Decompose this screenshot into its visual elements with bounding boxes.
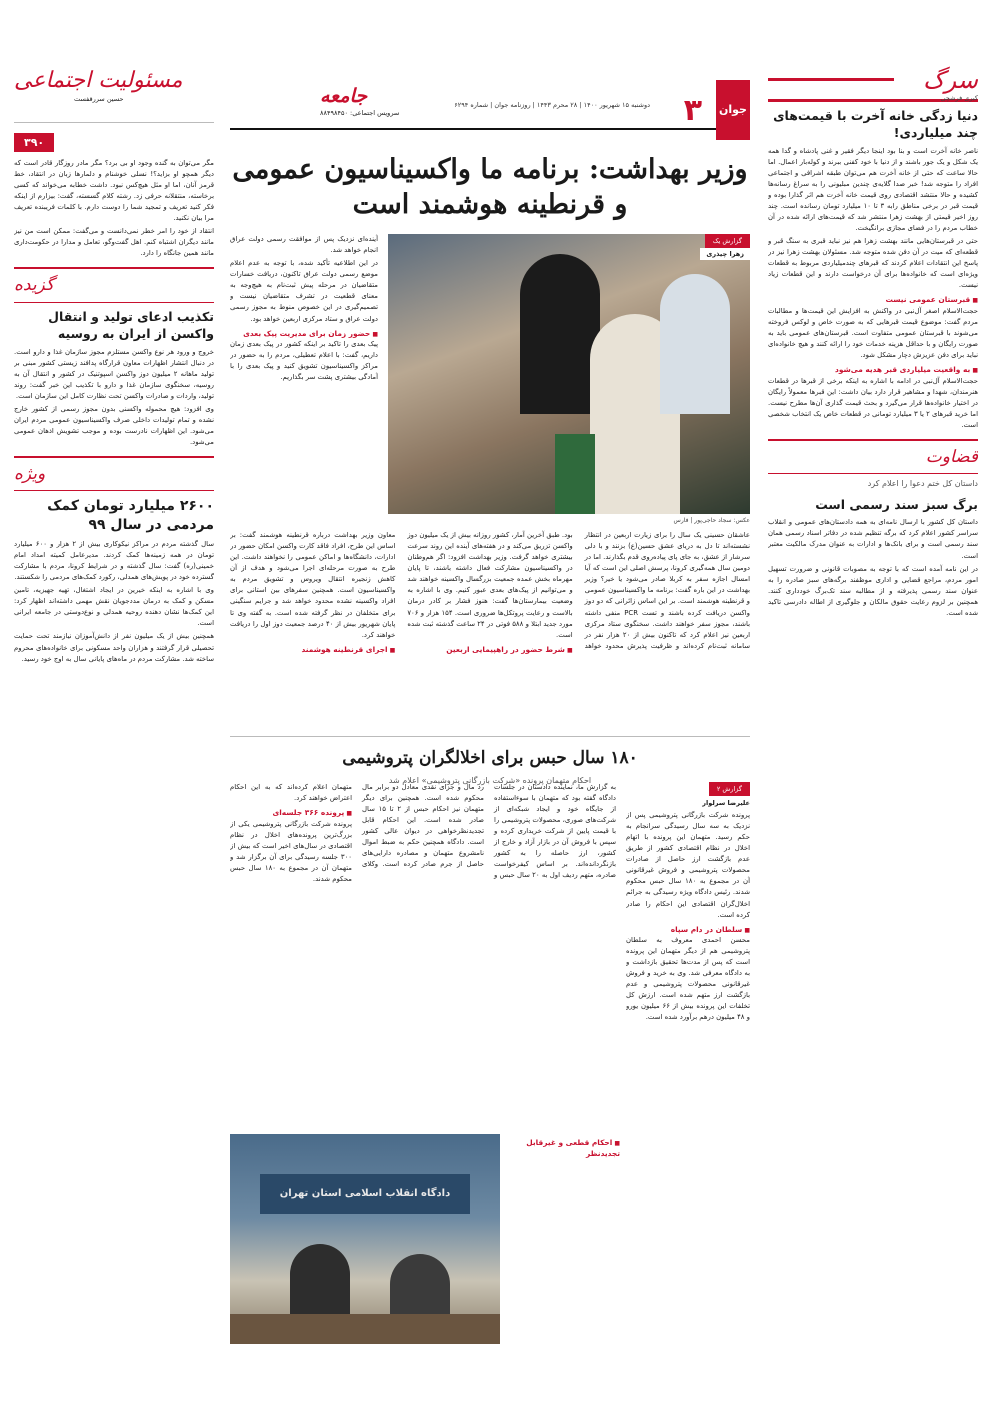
second-subhead: ■ احکام قطعی و غیرقابل تجدیدنظر [508, 1137, 620, 1160]
report-tag: گزارش یک [705, 234, 750, 248]
left-section3-title: ۲۶۰۰ میلیارد تومان کمک مردمی در سال ۹۹ [47, 498, 214, 534]
page-number: ۳ [683, 93, 702, 128]
lead-paragraph: عاشقان حسینی یک سال را برای زیارت اربعین در انتظار نشسته‌اند تا دل به دریای عشق حسین(ع) بزنند و با دلی سرشار از عشق، به جای پای پیاده‌روی قدم بگذارند. اما در دومین سال همه‌گیری کرونا، پرسش اصلی این است که آیا امسال اجازه سفر به کربلا صادر می‌شود یا خیر؟ وزیر بهداشت در این باره گفت: برنامه ما واکسیناسیون عمومی و قرنطینه هوشمند است. بر این اساس زائرانی که دو دوز واکسن دریافت کرده باشند و تست PCR منفی داشته باشند، مجوز سفر خواهند داشت. سخنگوی ستاد مرکزی اربعین نیز اعلام کرد که تاکنون بیش از ۲۰ هزار نفر در سامانه ثبت‌نام کرده‌اند و ظرفیت پذیرش محدود خواهد بود. طبق آخرین آمار، کشور روزانه بیش از یک میلیون دوز واکسن تزریق می‌کند و در هفته‌های آینده این روند سرعت بیشتری خواهد گرفت. وزیر بهداشت افزود: اگر هم‌وطنان در واکسیناسیون مشارکت فعال داشته باشند، تا پایان مهرماه بخش عمده جمعیت بزرگسال واکسینه خواهند شد و می‌توانیم از پیک‌های بعدی عبور کنیم. وی با اشاره به وضعیت بیمارستان‌ها گفت: هنوز فشار بر کادر درمان بالاست و رعایت پروتکل‌ها ضروری است. ۱۵۴ هزار و ۷۰۶ مورد جدید ابتلا و ۵۸۸ فوتی در ۲۴ ساعت گذشته ثبت شده است. [407, 531, 750, 650]
second-body-columns [230, 782, 616, 1112]
right-section2-brand: قضاوت [768, 439, 978, 474]
right-article-subhead: ■ به واقعیت میلیاردی قبر هدیه می‌شود [768, 364, 978, 375]
lead-side-column [230, 234, 378, 524]
report-author: علیرضا سرلوار [702, 799, 750, 808]
second-lede: احکام متهمان پرونده «شرکت بازرگانی پتروشیمی» اعلام شد [388, 776, 592, 786]
second-subhead: ■ پرونده ۳۶۶ جلسه‌ای [230, 807, 352, 818]
column-number-badge: ۳۹۰ [14, 133, 54, 152]
left-section2-title: تکذیب ادعای تولید و انتقال واکسن از ایران به روسیه [48, 308, 214, 341]
lead-subhead: ■ اجرای قرنطینه هوشمند [230, 644, 395, 655]
second-paragraph: پرونده شرکت بازرگانی پتروشیمی یکی از بزرگ‌ترین پرونده‌های اخلال در نظام اقتصادی در سال‌های اخیر است که بیش از ۳۰۰ جلسه رسیدگی برای آن برگزار شد و متهمان آن در مجموع به ۱۸۰ سال حبس محکوم شدند. [230, 819, 352, 883]
left-section3-paragraph: سال گذشته مردم در مراکز نیکوکاری بیش از ۲ هزار و ۶۰۰ میلیارد تومان در همه زمینه‌ها کمک کردند. مدیرعامل کمیته امداد امام خمینی(ره) گفت: سال گذشته و در شرایط کرونا، مردم با مشارکت گسترده خود در پویش‌های همدلی، رکورد کمک‌های مردمی را شکستند. [14, 540, 214, 582]
lead-headline: وزیر بهداشت: برنامه ما واکسیناسیون عمومی و قرنطینه هوشمند است [232, 154, 748, 221]
photo-figure [555, 434, 595, 514]
left-section3-paragraph: همچنین بیش از یک میلیون نفر از دانش‌آموزان نیازمند تحت حمایت تحصیلی قرار گرفتند و هزاران واحد مسکونی برای خانواده‌های محروم ساخته شد. مشارکت مردم در ماه‌های پایانی سال به اوج خود رسید. [14, 632, 214, 663]
second-paragraph: پرونده شرکت بازرگانی پتروشیمی پس از نزدیک به سه سال رسیدگی سرانجام به حکم رسید. متهمان این پرونده با اتهام اخلال در نظام اقتصادی کشور از طریق عدم بازگشت ارز حاصل از صادرات محصولات پتروشیمی و فروش غیرقانونی آن در مجموع به ۱۸۰ سال حبس محکوم شدند. رئیس دادگاه ویژه رسیدگی به جرائم اخلال‌گران اقتصادی این احکام را صادر کرده است. [626, 811, 750, 919]
photo-desk [230, 1314, 500, 1344]
lead-paragraph: در این اطلاعیه تأکید شده، با توجه به عدم اعلام موضع رسمی دولت عراق تاکنون، دریافت خسارات متقاضیان در مرحله پیش ثبت‌نام به هیچ‌وجه به معنای قطعیت در تشرف متقاضیان نیست و تصمیم‌گیری در این خصوص منوط به مجوز رسمی دولت عراق و ستاد مرکزی اربعین خواهد بود. [230, 259, 378, 323]
section-name: جامعه [320, 85, 368, 107]
right-byline: کبری فرشچی [940, 94, 978, 102]
left-article-paragraph: مگر می‌توان به گنده وجود او بی برد؟ مگر مادر روزگار قادر است که دیگر همچو او بزاید؟! نسلی خوشنام و دلمارها زبان در انتقاد، خط قرمز آنان، اما او مثل هیچ‌کس نبود. داشت خطابه می‌خواند که کسی برخاسته، منتقلانه حرفی زد. رشته کلام گسسته، گفت: بیزارم از اینکه فکر کنید تعریف و تمجید شما را دوست دارم. با کلمات فریبنده تعریف مرا بیان نکنید. [14, 159, 214, 223]
photo-figure [520, 254, 600, 414]
right-article-paragraph: ناصر خانه آخرت است و بنا بود اینجا دیگر فقیر و غنی پادشاه و گدا همه یک شکل و یک جور باشند و از دنیا با خود کفنی ببرند و کوله‌بار اعمال. اما حالا ساعت که حتی از خانه آخرت هم می‌توان طبقه اشرافی و اجتماعی افراد را متوجه شد! خبر صدا گلایه‌ی چندین مبلیونی را به سراغ رسانه‌ها کشیده و حالا منتشد اقتصادی روی قیمت خانه آخرت هم اثر گذارا بوده و قیمت قبر در برخی مناطق رابه ۳ تا ۱۰ میلیارد تومان رسانده است. چند روز اخیر قیمتی از بهشت زهرا منتشر شد که قیمت‌های ارائه شده در آن خطاب مردم را در فضای مجازی برانگیخت. [768, 146, 978, 233]
lead-paragraph: معاون وزیر بهداشت درباره قرنطینه هوشمند گفت: بر اساس این طرح، افراد فاقد کارت واکسن امکان حضور در ادارات، دانشگاه‌ها و اماکن عمومی را نخواهند داشت. این طرح به صورت مرحله‌ای اجرا می‌شود و هدف از آن کاهش زنجیره انتقال ویروس و تشویق مردم به واکسیناسیون است. همچنین سفرهای بین استانی برای افراد واکسینه نشده محدود خواهد شد و جرایم سنگینی برای متخلفان در نظر گرفته شده است. به گفته وی تا پایان شهریور بیش از ۴۰ درصد جمعیت دوز اول را دریافت خواهند کرد. [230, 531, 396, 639]
divider [768, 78, 894, 81]
photo-caption: عکس: سجاد حاجی‌پور | فارس [673, 517, 750, 525]
main-column [230, 60, 750, 1400]
page-masthead [230, 60, 750, 130]
left-article-paragraph: انتقاد از خود را امر خطر نمی‌دانست و می‌گفت: ممکن است من نیز مانند دیگران اشتباه کنم. اهل گفت‌وگو، تعامل و مدارا در حکومت‌داری مانند همین جانگاه را دارد. [14, 227, 214, 258]
report-tag: گزارش ۲ [709, 782, 750, 796]
left-section3-brand: ویژه [14, 456, 214, 491]
left-section-brand: مسئولیت اجتماعی [14, 68, 183, 93]
right-section-brand: سرگ [923, 66, 978, 94]
right-article-paragraph: حجت‌الاسلام اصغر آل‌نبی در واکنش به افزایش این قیمت‌ها و مطالبات مردم گفت: موضوع قیمت قبرهایی که به صورت خاص و لوکس فروخته می‌شوند با قبرستان عمومی متفاوت است. قبرستان‌های عمومی باید به صورت رایگان و با حداقل هزینه خدمات خود را ارائه کنند و هیچ خانواده‌ای نباید برای دفن عزیزش دچار مشکل شود. [768, 306, 978, 360]
section-contact: سرویس اجتماعی: ۸۸۴۹۸۴۵۰ [320, 109, 400, 117]
left-section2-brand: گزیده [14, 267, 214, 302]
second-body-column [508, 1134, 620, 1372]
second-headline: ۱۸۰ سال حبس برای اخلالگران پتروشیمی [342, 748, 638, 768]
right-section2-paragraph: داستان کل کشور با ارسال نامه‌ای به همه دادستان‌های عمومی و انقلاب سراسر کشور اعلام کرد که برگه تنظیم شده در دفاتر اسناد رسمی همان سند رسمی است و برای بانک‌ها و ادارات به عنوان مدرک مالکیت معتبر است. [768, 518, 978, 560]
second-right-column [626, 782, 750, 1372]
right-article-paragraph: حجت‌الاسلام آل‌نبی در ادامه با اشاره به اینکه برخی از قبرها در قطعات هنرمندان، شهدا و مشاهیر قرار دارد بیان داشت: این قبرها معمولاً رایگان در اختیار خانواده‌ها قرار می‌گیرد و بحث قیمت گذاری آن‌ها مطرح نیست. اما خرید قبرهای ۲ یا ۳ میلیارد تومانی در قطعات خاص یک انتخاب شخصی است. [768, 376, 978, 429]
lead-paragraph: آینده‌ای نزدیک پس از موافقت رسمی دولت عراق انجام خواهد شد. [230, 235, 378, 255]
right-section2-paragraph: در این نامه آمده است که با توجه به مصوبات قانونی و ضرورت تسهیل امور مردم، مراجع قضایی و اداری موظفند برگه‌های سبز صادره را به عنوان سند رسمی پذیرفته و از مطالبه سند تک‌برگ خودداری کنند. همچنین بر لزوم رعایت حقوق مالکان و جلوگیری از اطاله دادرسی تاکید شده است. [768, 564, 978, 617]
right-section2-title: برگ سبز سند رسمی است [815, 496, 978, 512]
lead-subhead: ■ شرط حضور در راهپیمایی اربعین [407, 644, 572, 655]
report-author: زهرا چیذری [700, 248, 750, 260]
lead-paragraph: پیک بعدی را تاکید بر اینکه کشور در پیک بعدی زمان داریم، گفت: با اعلام تعطیلی، مردم را به حضور در مراکز واکسیناسیون تشویق کنید و پیک بعدی را با آمادگی بیشتری پشت سر بگذاریم. [230, 340, 378, 382]
right-article-title: دنیا زدگی خانه آخرت با قیمت‌های چند میلیاردی! [773, 108, 978, 140]
divider [14, 122, 214, 123]
left-column [14, 60, 214, 1400]
right-section-header [768, 60, 978, 102]
lead-story [230, 234, 750, 654]
second-subhead: ■ سلطان در دام سپاه [626, 924, 750, 935]
right-article-paragraph: حتی در قبرستان‌هایی مانند بهشت زهرا هم نیز نباید قبری به سنگ قبر و قطعه‌ای که میت در آن دفن شده متوجه شد. مسئولان بهشت زهرا نیز در پاسخ این انتقادات اعلام کردند که قبرهای چندمیلیاردی مربوط به قطعات ویژه‌ای است که خانواده‌ها برای آن درخواست دارند و این قطعات زیاد نیست. [768, 237, 978, 290]
left-section-header [14, 60, 214, 116]
left-author: حسین سررقفست [74, 95, 124, 103]
second-story-header [230, 736, 750, 788]
court-photo [230, 1134, 500, 1344]
newspaper-logo: جوان [716, 80, 750, 140]
photo-figure [660, 274, 730, 414]
second-story [230, 782, 750, 1372]
right-article-subhead: ■ قبرستان عمومی نیست [768, 294, 978, 305]
lead-subhead: ■ حضور زمان برای مدیریت پیک بعدی [230, 328, 378, 339]
second-paragraph: به گزارش ما، نماینده دادستان در جلسات دادگاه گفته بود که متهمان با سوءاستفاده از جایگاه خود و ایجاد شبکه‌ای از شرکت‌های صوری، محصولات پتروشیمی را با قیمت پایین از شرکت خریداری کرده و سپس با فروش آن در بازار آزاد و خارج از کشور، ارز حاصله را به کشور بازنگردانده‌اند. بر اساس کیفرخواست صادره، متهم ردیف اول به ۲۰ سال حبس و رد مال و جزای نقدی معادل دو برابر مال محکوم شده است. همچنین برای دیگر متهمان نیز احکام حبس از ۲ تا ۱۵ سال صادر شده است. این احکام قابل تجدیدنظرخواهی در دیوان عالی کشور است. دادگاه همچنین حکم به ضبط اموال نامشروع متهمان و مصادره دارایی‌های حاصل از جرم صادر کرده است. وکلای متهمان اعلام کرده‌اند که به این احکام اعتراض خواهند کرد. [230, 783, 616, 880]
right-column [768, 60, 978, 1400]
right-section2-kicker: داستان کل ختم دعوا را اعلام کرد [867, 479, 978, 489]
issue-line: دوشنبه ۱۵ شهریور ۱۴۰۰ | ۲۸ محرم ۱۴۴۳ | روزنامه جوان | شماره ۶۲۹۴ [454, 101, 650, 109]
vaccination-photo [388, 234, 750, 514]
left-section2-paragraph: خروج و ورود هر نوع واکسن مستلزم مجوز سازمان غذا و دارو است. در دنبال انتشار اظهارات معاون قرارگاه پدافند زیستی کشور مبنی بر تولید ماهانه ۲ میلیون دوز واکسن اسپوتنیک در کشور و انتقال آن به روسیه، سخنگوی سازمان غذا و دارو با تکذیب این خبر گفت: روند تولید، واردات و صادرات واکسن تحت نظارت کامل این سازمان است. [14, 347, 214, 400]
left-section2-paragraph: وی افزود: هیچ محموله واکسنی بدون مجوز رسمی از کشور خارج نشده و تمام تولیدات داخلی صرف واکسیناسیون عمومی مردم ایران می‌شود. این اظهارات نادرست بوده و موجب تشویش اذهان عمومی می‌شود. [14, 404, 214, 446]
second-paragraph: محسن احمدی معروف به سلطان پتروشیمی هم از دیگر متهمان این پرونده است که پس از مدت‌ها تحقیق بازداشت و به دادگاه معرفی شد. وی به خرید و فروش غیرقانونی محصولات پتروشیمی و عدم بازگشت ارز متهم شده است. ارزش کل تخلفات این پرونده بیش از ۶۶ میلیون یورو و ۴۸ میلیون درهم برآورد شده است. [626, 936, 750, 1022]
court-banner: دادگاه انقلاب اسلامی استان تهران [260, 1174, 470, 1214]
left-section3-paragraph: وی با اشاره به اینکه خیرین در ایجاد اشتغال، تهیه جهیزیه، تامین مسکن و کمک به درمان مددجویان نقش مهمی داشته‌اند اظهار کرد: این کمک‌ها نشان دهنده روحیه همدلی و نوع‌دوستی در جامعه ایرانی است. [14, 586, 214, 628]
